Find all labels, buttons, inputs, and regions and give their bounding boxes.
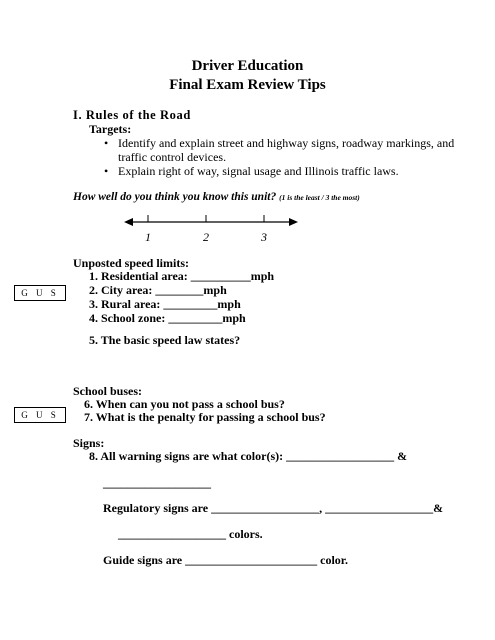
question-7: 7. What is the penalty for passing a school bus? [84,410,326,424]
rating-note: (1 is the least / 3 the most) [279,193,360,202]
target-item-continued: traffic control devices. [118,150,227,164]
page-title: Driver Education [191,58,304,74]
rating-label-2[interactable]: 2 [203,230,209,244]
arrow-left-icon [124,218,133,226]
target-item: • Explain right of way, signal usage and Illinois traffic laws. [118,164,399,179]
page-subtitle: Final Exam Review Tips [169,77,326,93]
regulatory-signs: Regulatory signs are __________________, __________________& [103,501,444,515]
speed-item-rural: 3. Rural area: _________mph [89,297,241,311]
speed-item-city: 2. City area: ________mph [89,283,227,297]
speed-item-residential: 1. Residential area: __________mph [89,269,275,283]
speed-item-school-zone: 4. School zone: _________mph [89,311,246,325]
rating-label-1[interactable]: 1 [145,230,151,244]
buses-heading: School buses: [73,384,143,398]
rating-question [73,191,360,203]
gus-rating-box[interactable]: G U S [14,407,66,423]
arrow-right-icon [289,218,298,226]
target-item: • Identify and explain street and highway signs, roadway markings, and [118,136,454,151]
question-8-continued: __________________ [103,476,211,490]
rating-question-text: How well do you think you know this unit? [73,191,277,203]
question-8: 8. All warning signs are what color(s): __________________ & [89,449,408,463]
targets-label: Targets: [89,122,132,136]
gus-rating-box[interactable]: G U S [14,285,66,301]
speed-heading: Unposted speed limits: [73,256,190,270]
question-6: 6. When can you not pass a school bus? [84,397,285,411]
question-5: 5. The basic speed law states? [89,333,241,347]
regulatory-signs-continued: __________________ colors. [118,527,263,541]
signs-heading: Signs: [73,436,105,450]
guide-signs: Guide signs are ______________________ color. [103,553,349,567]
section-heading: I. Rules of the Road [73,108,191,122]
rating-label-3[interactable]: 3 [261,230,267,244]
